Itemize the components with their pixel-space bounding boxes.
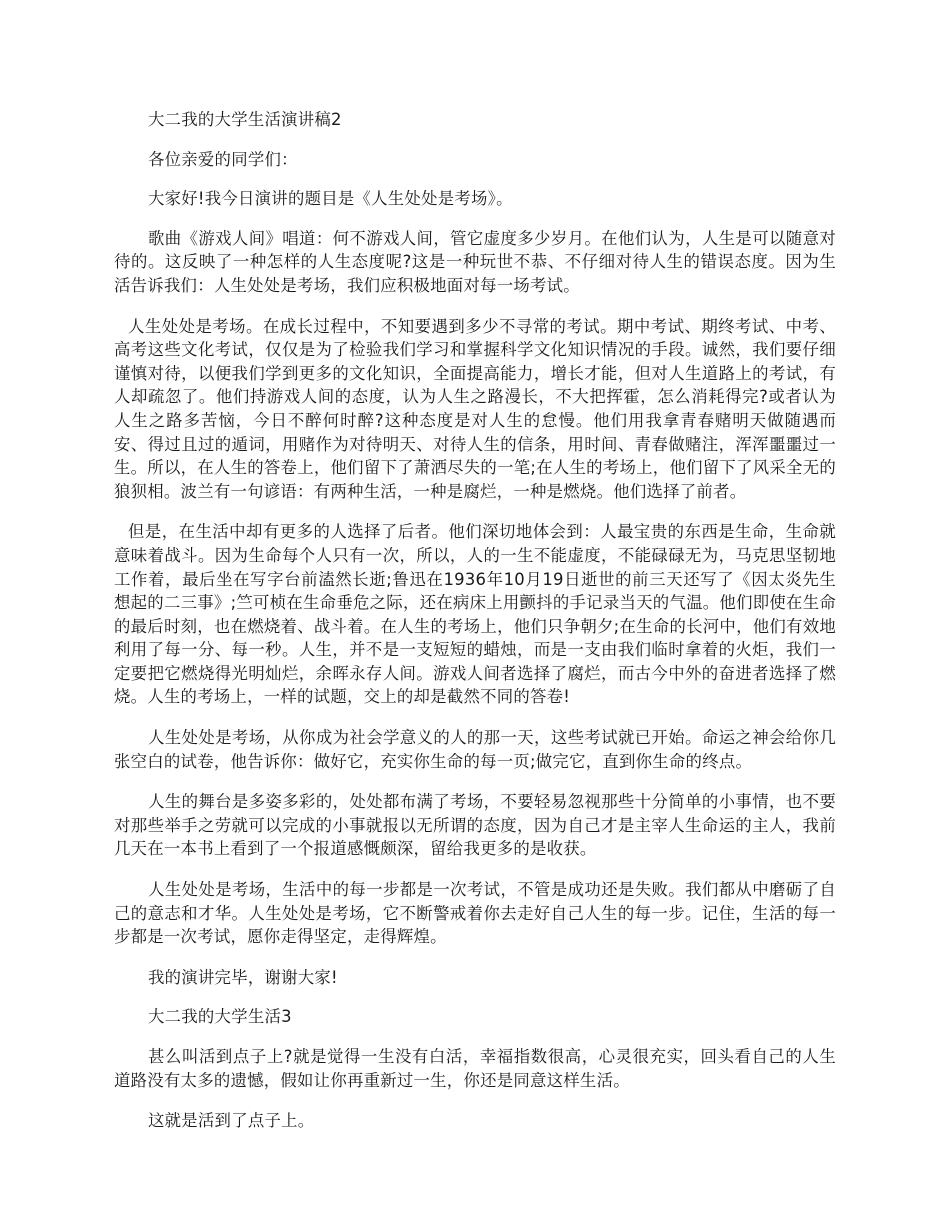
document-title: 大二我的大学生活演讲稿2 xyxy=(148,110,342,129)
paragraph-every-step: 人生处处是考场，生活中的每一步都是一次考试，不管是成功还是失败。我们都从中磨砺了自己的意志和才华。人生处处是考场，它不断警戒着你去走好自己人生的每一步。记住，生活的每一步都是一次考试，愿你走得坚定，走得辉煌。 xyxy=(114,880,836,947)
paragraph-stage: 人生的舞台是多姿多彩的，处处都布满了考场，不要轻易忽视那些十分简单的小事情，也不要对那些举手之劳就可以完成的小事就报以无所谓的态度，因为自己才是主宰人生命运的主人，我前几天在一本书上看到了一个报道感慨颇深，留给我更多的是收获。 xyxy=(114,792,836,859)
paragraph-exams: 人生处处是考场。在成长过程中，不知要遇到多少不寻常的考试。期中考试、期终考试、中考、高考这些文化考试，仅仅是为了检验我们学习和掌握科学文化知识情况的手段。诚然，我们要仔细谨慎对待，以便我们学到更多的文化知识，全面提高能力，增长才能，但对人生道路上的考试，有人却疏忽了。他们持游戏人间的态度，认为人生之路漫长，不大把挥霍，怎么消耗得完?或者认为人生之路多苦恼，今日不醉何时醉?这种态度是对人生的怠慢。他们用我拿青春赌明天做随遇而安、得过且过的遁词，用赌作为对待明天、对待人生的信条，用时间、青春做赌注，浑浑噩噩过一生。所以，在人生的答卷上，他们留下了萧洒尽失的一笔;在人生的考场上，他们留下了风采全无的狼狈相。波兰有一句谚语：有两种生活，一种是腐烂，一种是燃烧。他们选择了前者。 xyxy=(114,316,836,501)
section2-paragraph: 这就是活到了点子上。 xyxy=(148,1111,315,1131)
paragraph-fate: 人生处处是考场，从你成为社会学意义的人的那一天，这些考试就已开始。命运之神会给你几张空白的试卷，他告诉你：做好它，充实你生命的每一页;做完它，直到你生命的终点。 xyxy=(114,728,836,771)
document-page xyxy=(114,108,836,1150)
salutation: 各位亲爱的同学们： xyxy=(148,149,298,169)
opening-line: 大家好!我今日演讲的题目是《人生处处是考场》。 xyxy=(148,189,513,209)
paragraph-burning: 但是，在生活中却有更多的人选择了后者。他们深切地体会到：人最宝贵的东西是生命，生命就意味着战斗。因为生命每个人只有一次，所以，人的一生不能虚度，不能碌碌无为，马克思坚韧地工作着，最后坐在写字台前溘然长逝;鲁迅在1936年10月19日逝世的前三天还写了《因太炎先生想起的二三事》;竺可桢在生命垂危之际，还在病床上用颤抖的手记录当天的气温。他们即使在生命的最后时刻，也在燃烧着、战斗着。在人生的考场上，他们只争朝夕;在生命的长河中，他们有效地利用了每一分、每一秒。人生，并不是一支短短的蜡烛，而是一支由我们临时拿着的火炬，我们一定要把它燃烧得光明灿烂，余晖永存人间。游戏人间者选择了腐烂，而古今中外的奋进者选择了燃烧。人生的考场上，一样的试题，交上的却是截然不同的答卷! xyxy=(114,522,836,707)
section2-title: 大二我的大学生活3 xyxy=(148,1007,292,1027)
closing-line: 我的演讲完毕，谢谢大家! xyxy=(148,967,338,987)
section2-paragraph: 甚么叫活到点子上?就是觉得一生没有白活，幸福指数很高，心灵很充实，回头看自己的人生道路没有太多的遗憾，假如让你再重新过一生，你还是同意这样生活。 xyxy=(114,1047,836,1090)
paragraph-song: 歌曲《游戏人间》唱道：何不游戏人间，管它虚度多少岁月。在他们认为，人生是可以随意对待的。这反映了一种怎样的人生态度呢?这是一种玩世不恭、不仔细对待人生的错误态度。因为生活告诉我们：人生处处是考场，我们应积极地面对每一场考试。 xyxy=(114,228,836,295)
